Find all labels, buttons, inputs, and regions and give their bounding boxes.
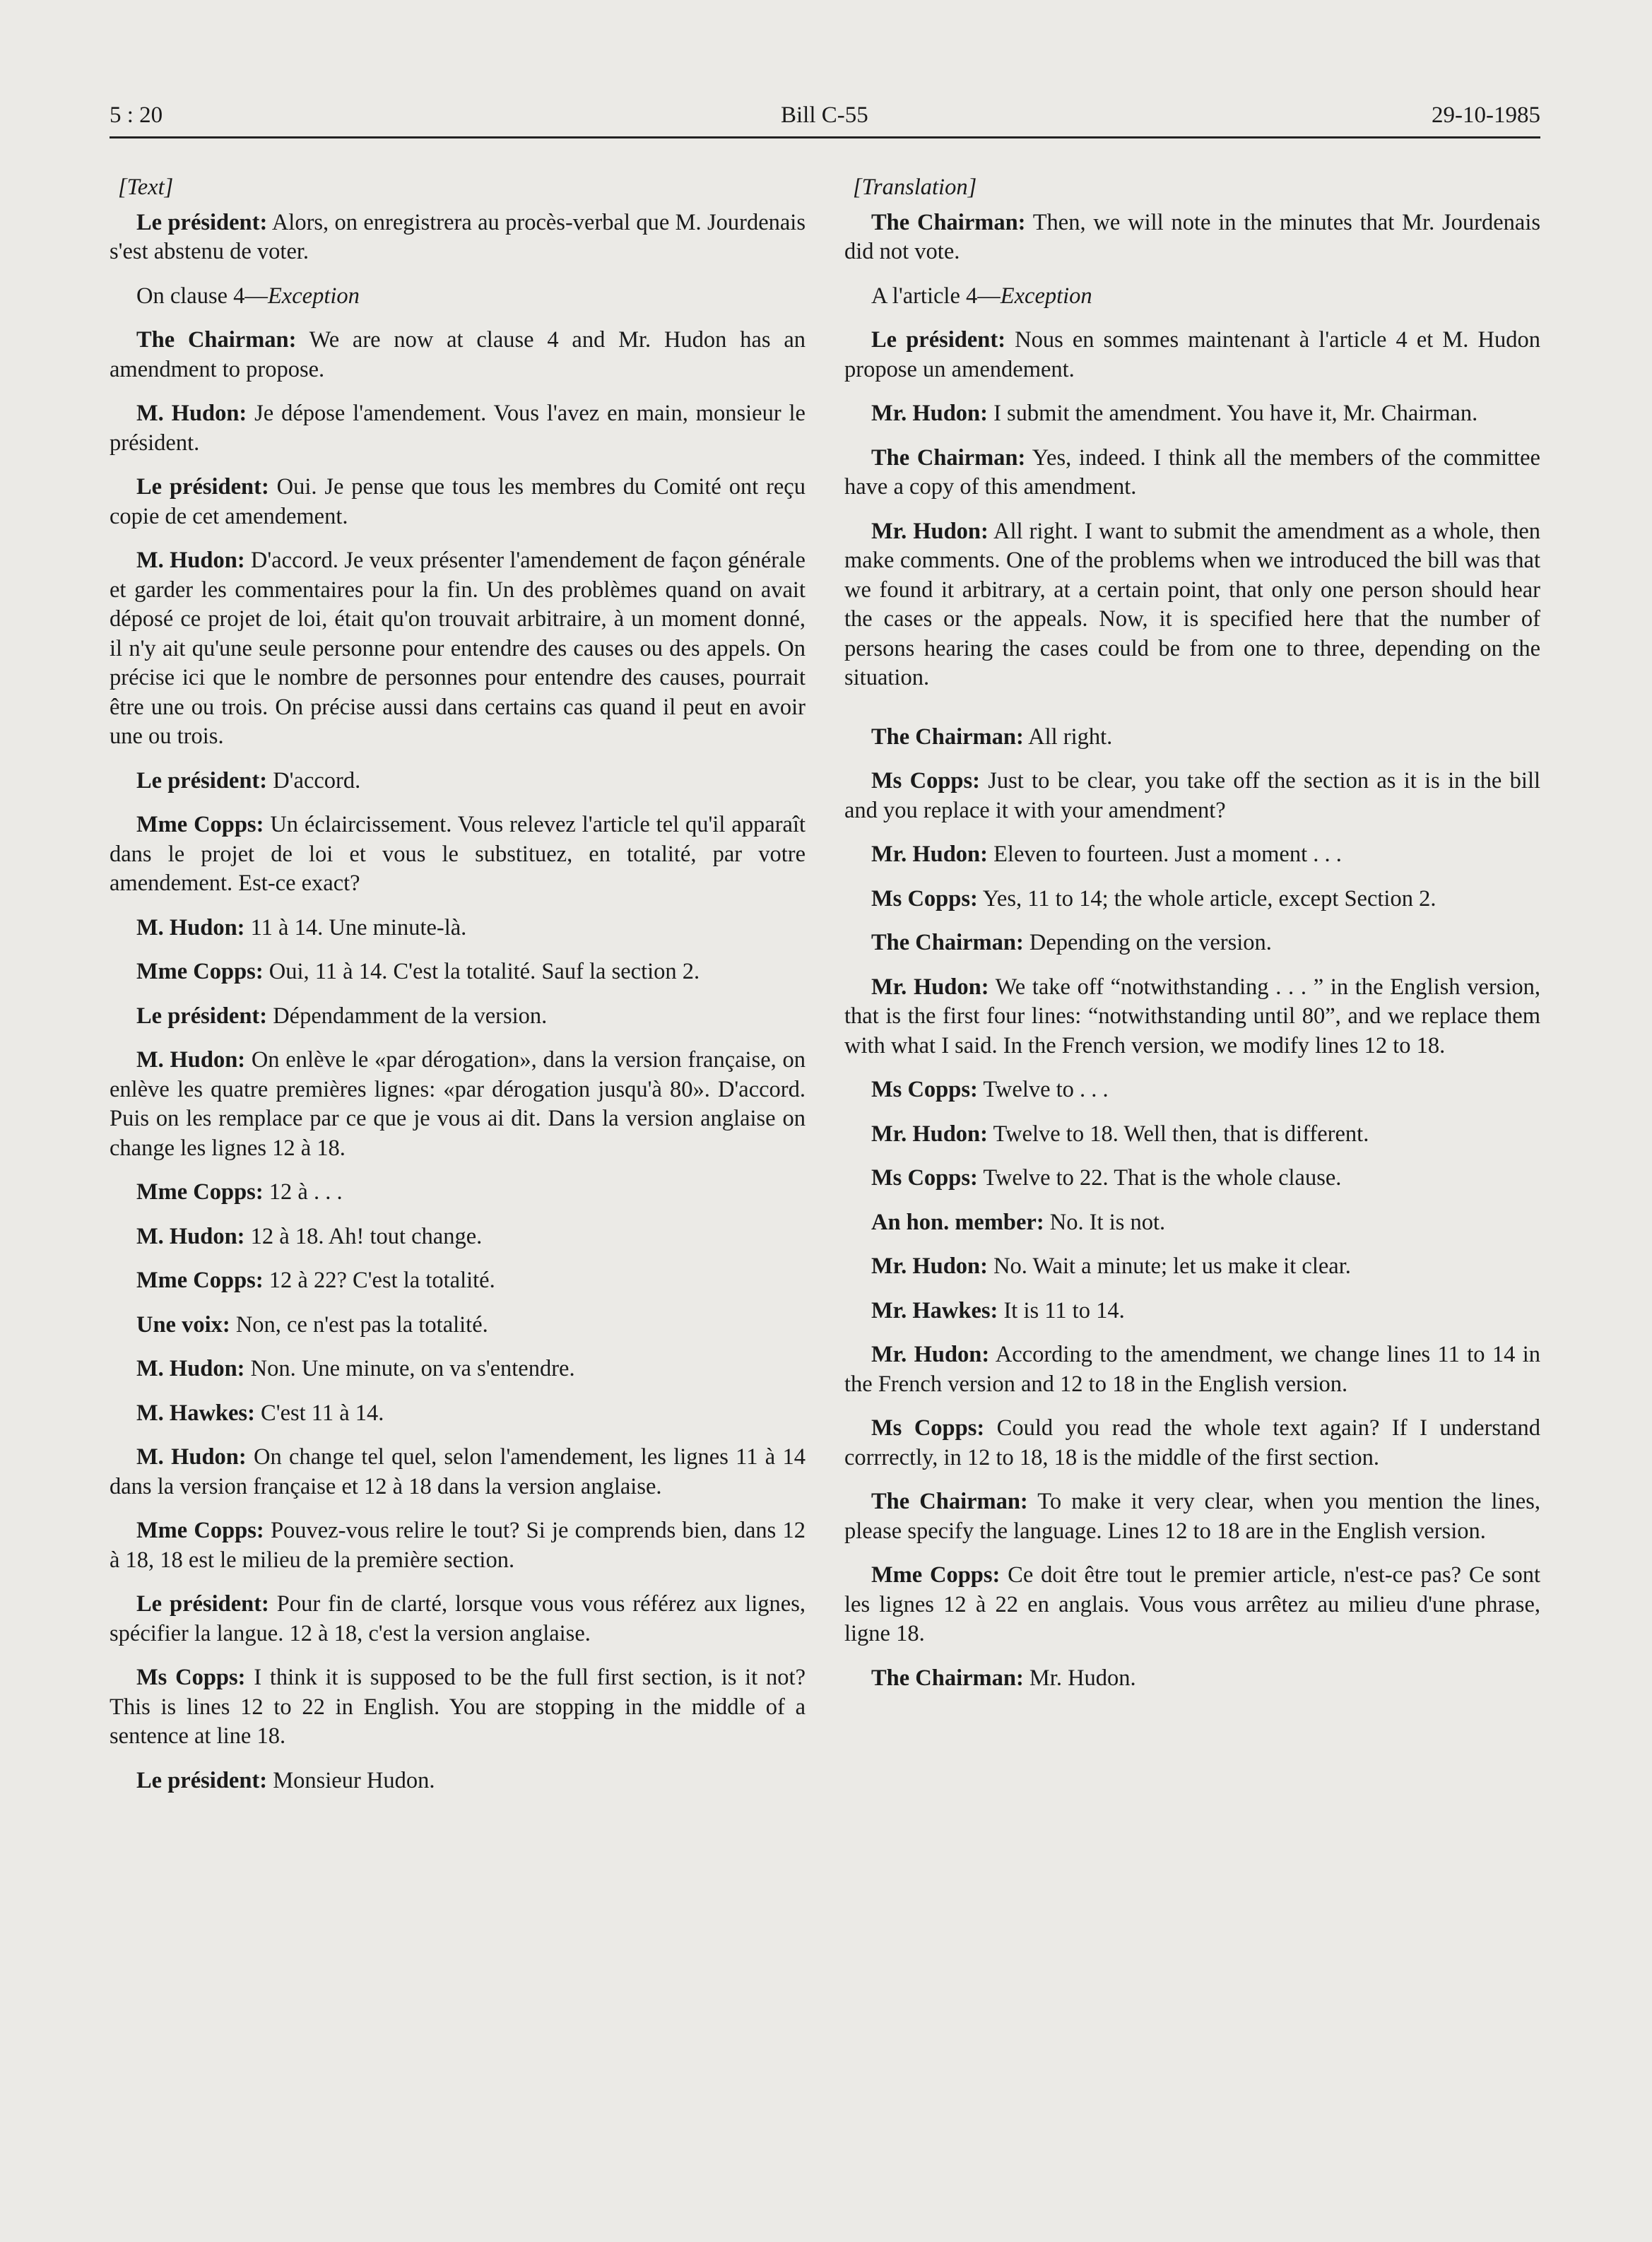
paragraph [110,1002,806,1032]
speech: 12 à 22? C'est la totalité. [263,1268,495,1293]
speech: Twelve to . . . [977,1077,1109,1102]
paragraph [844,444,1540,502]
paragraph [110,326,806,384]
speaker: The Chairman: [871,724,1024,750]
speech: 11 à 14. Une minute-là. [244,914,467,940]
speech: Dépendamment de la version. [267,1003,548,1029]
paragraph [844,1164,1540,1193]
speaker: Mr. Hudon: [871,1253,988,1279]
paragraph [844,1561,1540,1649]
speaker: M. Hudon: [136,1444,247,1470]
paragraph [110,1222,806,1252]
paragraph [844,517,1540,693]
paragraph [844,840,1540,870]
paragraph [844,1487,1540,1546]
paragraph [110,1516,806,1575]
speech: On change tel quel, selon l'amendement, les lignes 11 à 14 dans la version française et 12 à 18 dans la version anglaise. [110,1444,806,1499]
speech: Twelve to 22. That is the whole clause. [977,1165,1342,1191]
paragraph [110,1046,806,1163]
speaker: Mr. Hudon: [871,1121,988,1147]
speaker: Le président: [136,1767,268,1793]
paragraph [110,1766,806,1796]
speech: All right. [1023,724,1113,750]
paragraph [110,767,806,796]
speech: Could you read the whole text again? If I understand corrrectly, in 12 to 18, 18 is the middle of the first section. [844,1415,1540,1470]
speaker: An hon. member: [871,1209,1044,1235]
speech: 12 à 18. Ah! tout change. [244,1223,483,1249]
speech: According to the amendment, we change lines 11 to 14 in the French version and 12 to 18 in the English version. [844,1342,1540,1397]
speaker: M. Hudon: [136,401,247,426]
paragraph [844,1664,1540,1694]
speech: Eleven to fourteen. Just a moment . . . [987,842,1342,867]
speaker: Mme Copps: [136,1179,264,1205]
speaker: Mr. Hudon: [871,1342,990,1367]
speaker: The Chairman: [871,1665,1024,1691]
paragraph [844,885,1540,914]
speaker: Ms Copps: [871,1077,978,1102]
paragraph [844,973,1540,1061]
translation-tag: [Translation] [853,175,977,200]
speech: Je dépose l'amendement. Vous l'avez en main, monsieur le président. [110,401,806,456]
speech: Pouvez-vous relire le tout? Si je comprends bien, dans 12 à 18, 18 est le milieu de la première section. [110,1518,806,1573]
page-header [110,102,1540,138]
paragraph [844,1340,1540,1399]
paragraph [844,208,1540,267]
page-number: 5 : 20 [110,102,163,128]
speaker: M. Hudon: [136,1223,245,1249]
speech: Yes, indeed. I think all the members of the committee have a copy of this amendment. [844,444,1540,500]
paragraph [110,1178,806,1208]
speaker: The Chairman: [136,327,297,353]
paragraph [844,1208,1540,1238]
paragraph [110,399,806,458]
speaker: Mr. Hudon: [871,974,989,1000]
speech: I think it is supposed to be the full first section, is it not? This is lines 12 to 22 in English. You are stopping in the middle of a sentence at line 18. [110,1665,806,1749]
paragraph [110,1266,806,1296]
speaker: M. Hudon: [136,548,245,573]
speaker: Le président: [136,1591,269,1617]
speaker: Le président: [136,1003,268,1029]
speech: Ce doit être tout le premier article, n'est-ce pas? Ce sont les lignes 12 à 22 en anglais. Vous vous arrêtez au milieu d'une phrase, ligne 18. [844,1562,1541,1646]
paragraph [844,1414,1540,1473]
speech: Monsieur Hudon. [267,1767,435,1793]
paragraph [110,810,806,899]
speech: Depending on the version. [1023,930,1272,955]
speech: I submit the amendment. You have it, Mr. Chairman. [987,401,1478,426]
clause-heading [844,282,1540,312]
speech: Un éclaircissement. Vous relevez l'article tel qu'il apparaît dans le projet de loi et vous le substituez, en totalité, par votre amendement. Est-ce exact? [110,812,806,896]
clause-label: A l'article 4— [871,283,1001,309]
speech: Alors, on enregistrera au procès-verbal que M. Jourdenais s'est abstenu de voter. [110,209,806,264]
speaker: The Chairman: [871,1489,1028,1514]
speaker: Le président: [136,209,268,235]
header-rule [110,136,1540,138]
speech: 12 à . . . [263,1179,343,1205]
speaker: Mme Copps: [136,812,264,837]
speech: Mr. Hudon. [1023,1665,1136,1691]
speaker: Le président: [136,474,269,500]
paragraph [844,399,1540,429]
speaker: M. Hawkes: [136,1400,255,1426]
paragraph [844,928,1540,958]
paragraph [110,546,806,752]
paragraph [844,1075,1540,1105]
speech: No. It is not. [1044,1209,1166,1235]
speaker: Ms Copps: [871,768,980,793]
clause-title: Exception [267,283,360,309]
speaker: M. Hudon: [136,914,245,940]
speaker: Mr. Hudon: [871,842,988,867]
paragraph [110,914,806,943]
speech: Just to be clear, you take off the section as it is in the bill and you replace it with your amendment? [844,768,1540,823]
speaker: M. Hudon: [136,1047,246,1073]
paragraph [844,1120,1540,1150]
speaker: Une voix: [136,1311,230,1338]
paragraph [844,1297,1540,1326]
paragraph [844,1252,1540,1282]
speech: Oui, 11 à 14. C'est la totalité. Sauf la section 2. [263,959,700,984]
paragraph [110,1355,806,1384]
paragraph [844,723,1540,753]
speaker: Le président: [871,327,1006,353]
paragraph [844,767,1540,825]
paragraph [110,1443,806,1501]
english-column [844,173,1540,1708]
speaker: The Chairman: [871,209,1026,235]
speech: All right. I want to submit the amendment as a whole, then make comments. One of the problems when we introduced the bill was that we found it arbitrary, at a certain point, that only one person should hear the cases or the appeals. Now, it is specified here that the number of persons hearing the cases could be from one to three, depending on the situation. [844,518,1540,690]
speaker: Mme Copps: [871,1562,1001,1588]
speech: Twelve to 18. Well then, that is different. [987,1121,1369,1147]
speaker: Mr. Hudon: [871,401,988,426]
french-column [110,173,806,1810]
speaker: Mme Copps: [136,1518,264,1543]
speaker: Ms Copps: [871,1165,978,1191]
speaker: Ms Copps: [136,1665,246,1690]
speaker: Ms Copps: [871,885,978,911]
paragraph [110,1311,806,1340]
speech: To make it very clear, when you mention the lines, please specify the language. Lines 12 to 18 are in the English version. [844,1489,1540,1544]
speaker: Mr. Hudon: [871,518,989,544]
paragraph [110,1663,806,1752]
speech: Non, ce n'est pas la totalité. [230,1311,488,1338]
speaker: M. Hudon: [136,1356,245,1381]
speech: Nous en sommes maintenant à l'article 4 et M. Hudon propose un amendement. [844,327,1540,382]
speech: Then, we will note in the minutes that Mr. Jourdenais did not vote. [844,209,1540,264]
speech: Pour fin de clarté, lorsque vous vous référez aux lignes, spécifier la langue. 12 à 18, c'est la version anglaise. [110,1591,806,1646]
speech: D'accord. Je veux présenter l'amendement de façon générale et garder les commentaires pour la fin. Un des problèmes quand on avait déposé ce projet de loi, était qu'on trouvait arbitraire, à un moment donné, il n'y ait qu'une seule personne pour entendre des causes ou des appels. On précise ici que le nombre de personnes pour entendre des causes, pourrait être une ou trois. On précise aussi dans certains cas quand il peut en avoir une ou trois. [110,548,806,749]
speech: We take off “notwithstanding . . . ” in the English version, that is the first four lines: “notwithstanding until 80”, and we replace them with what I said. In the French version, we modify lines 12 to 18. [844,974,1541,1058]
speaker: The Chairman: [871,444,1026,471]
bill-title: Bill C-55 [781,102,868,128]
speaker: Mr. Hawkes: [871,1297,998,1323]
speech: Yes, 11 to 14; the whole article, except Section 2. [977,885,1436,911]
paragraph [110,957,806,987]
speech: D'accord. [267,767,361,793]
clause-title: Exception [1000,283,1092,309]
speech: No. Wait a minute; let us make it clear. [987,1253,1351,1279]
text-tag: [Text] [118,175,174,200]
paragraph [110,208,806,267]
speech: On enlève le «par dérogation», dans la version française, on enlève les quatre premières lignes: «par dérogation jusqu'à 80». D'accord. Puis on les remplace par ce que je vous ai dit. Dans la version anglaise on change les lignes 12 à 18. [110,1047,806,1161]
speech: We are now at clause 4 and Mr. Hudon has an amendment to propose. [110,327,806,382]
clause-label: On clause 4— [136,283,268,309]
paragraph [110,1590,806,1648]
paragraph [110,1399,806,1429]
speaker: Ms Copps: [871,1415,985,1441]
speaker: Le président: [136,767,268,793]
header-date: 29-10-1985 [1432,102,1540,128]
speech: It is 11 to 14. [998,1297,1125,1323]
paragraph [844,326,1540,384]
clause-heading [110,282,806,312]
speaker: Mme Copps: [136,1268,264,1293]
speech: Non. Une minute, on va s'entendre. [244,1356,575,1381]
speaker: Mme Copps: [136,959,264,984]
speech: C'est 11 à 14. [254,1400,384,1426]
speech: Oui. Je pense que tous les membres du Comité ont reçu copie de cet amendement. [110,474,806,529]
paragraph [110,473,806,531]
speaker: The Chairman: [871,930,1024,955]
